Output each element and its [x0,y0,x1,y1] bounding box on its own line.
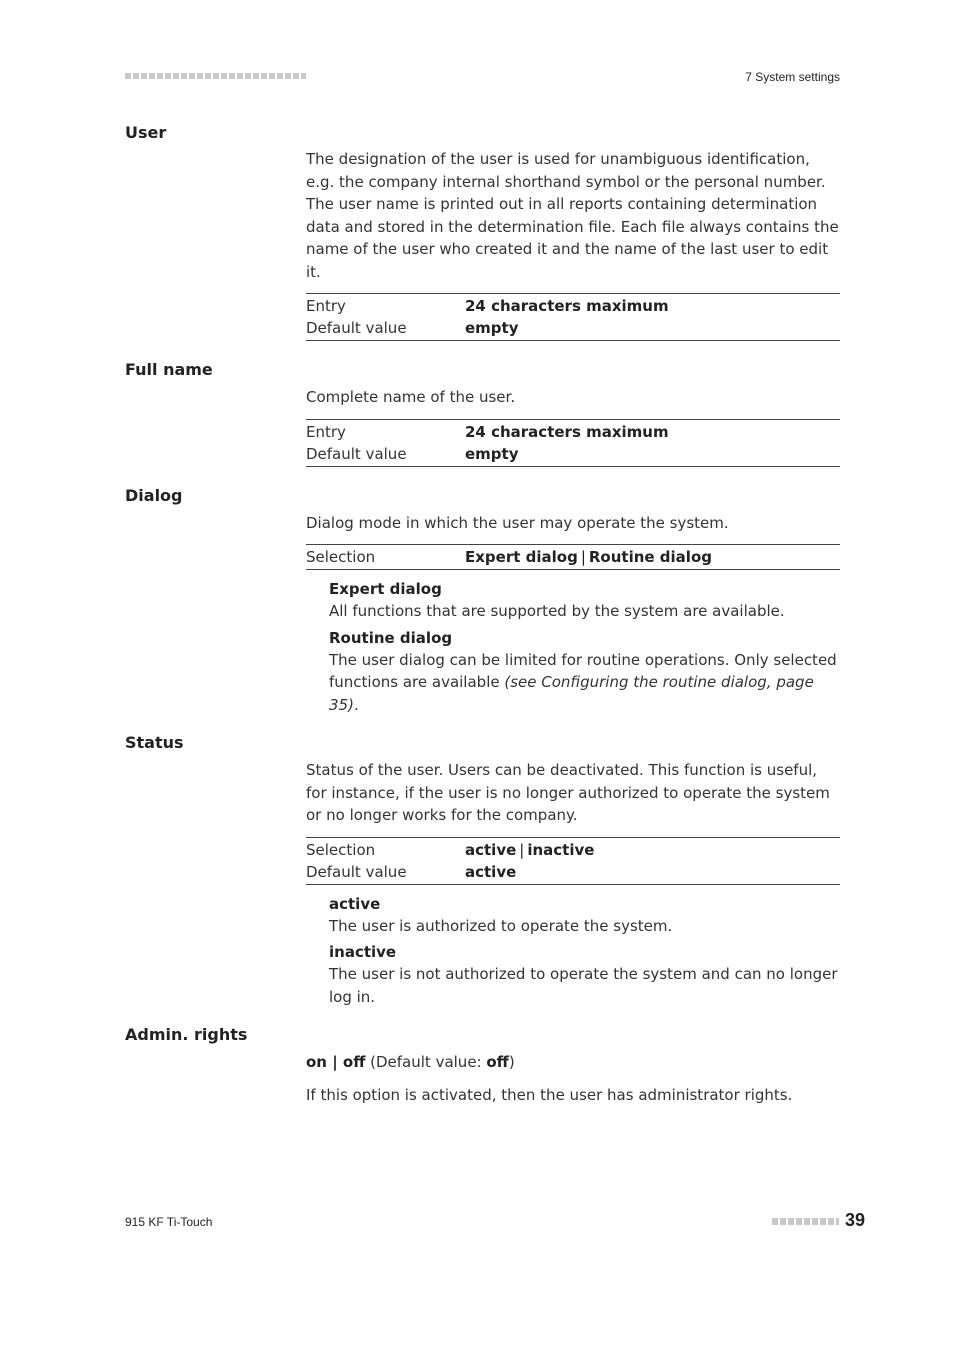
param-label: Selection [306,548,376,566]
page-content [125,122,840,1106]
full-name-description: Complete name of the user. [306,388,516,406]
user-param-table [306,293,840,341]
param-label: Default value [306,444,407,463]
param-row [306,443,840,465]
param-value: 24 characters maximum [465,422,669,441]
choice-values: on | off [306,1053,366,1071]
section-title-admin-rights: Admin. rights [125,1025,248,1044]
section-user [125,122,840,341]
param-label: Entry [306,297,346,315]
option-name: inactive [329,943,397,961]
selection-separator: | [519,840,525,859]
param-value: active [465,862,517,881]
param-row [306,861,840,883]
param-row [306,295,840,317]
user-description: The designation of the user is used for unambiguous identification, e.g. the company internal shorthand symbol or the personal number. The user name is printed out in all reports containing determination data and stored in the determination file. Each file always contains the name of the user who created it and the name of the last user to edit it. [306,150,839,281]
param-value: empty [465,444,519,463]
header-decoration [125,73,306,79]
admin-rights-description: If this option is activated, then the user has administrator rights. [306,1085,793,1104]
default-value: off [486,1053,509,1071]
param-value [465,546,712,568]
selection-separator: | [580,548,586,566]
dialog-description: Dialog mode in which the user may operate the system. [306,513,729,532]
section-body-dialog [306,512,840,717]
option-description: All functions that are supported by the system are available. [329,602,785,620]
option-description-end: . [353,695,359,714]
page-number: 39 [845,1210,866,1230]
section-title-full-name: Full name [125,360,213,379]
section-dialog [125,485,840,717]
dialog-options [329,578,840,716]
status-description: Status of the user. Users can be deactivated. This function is useful, for instance, if the user is no longer authorized to operate the system or no longer works for the company. [306,761,830,824]
param-value: empty [465,319,519,337]
option-name: Expert dialog [329,580,442,598]
param-value [465,839,594,861]
footer-decoration [772,1218,839,1225]
default-prefix: (Default value: [365,1053,487,1071]
param-row [306,421,840,443]
section-admin-rights [125,1024,840,1106]
param-value: 24 characters maximum [465,297,669,315]
full-name-param-table [306,419,840,467]
chapter-header: 7 System settings [745,70,840,84]
section-body-user [306,148,840,341]
param-row [306,839,840,861]
section-status [125,732,840,1008]
cross-reference-link[interactable]: (see Configuring the routine dialog, page 35) [329,673,814,714]
section-title-user: User [125,123,167,142]
selection-option: inactive [527,840,595,859]
param-label: Default value [306,862,407,881]
status-param-table [306,837,840,885]
option-description [329,649,840,717]
section-full-name [125,359,840,467]
section-body-status [306,759,840,1008]
selection-option: Routine dialog [588,548,712,566]
section-body-admin-rights [306,1051,840,1106]
option-name: active [329,894,381,913]
selection-option: active [465,840,517,859]
section-title-dialog: Dialog [125,485,183,505]
param-label: Entry [306,422,346,441]
default-suffix: ) [508,1053,515,1071]
param-row [306,317,840,339]
option-description: The user is authorized to operate the system. [329,916,673,935]
param-row [306,546,840,568]
option-description: The user is not authorized to operate the system and can no longer log in. [329,965,838,1006]
status-options [329,893,840,1009]
selection-option: Expert dialog [465,548,578,566]
product-name: 915 KF Ti-Touch [125,1215,213,1229]
section-body-full-name [306,386,840,467]
option-description-text: The user dialog can be limited for routine operations. Only selected functions are available [329,650,837,691]
param-label: Default value [306,319,407,337]
admin-rights-choice [306,1051,840,1074]
option-name: Routine dialog [329,628,453,647]
dialog-param-table [306,544,840,570]
param-label: Selection [306,840,376,859]
section-title-status: Status [125,733,184,752]
